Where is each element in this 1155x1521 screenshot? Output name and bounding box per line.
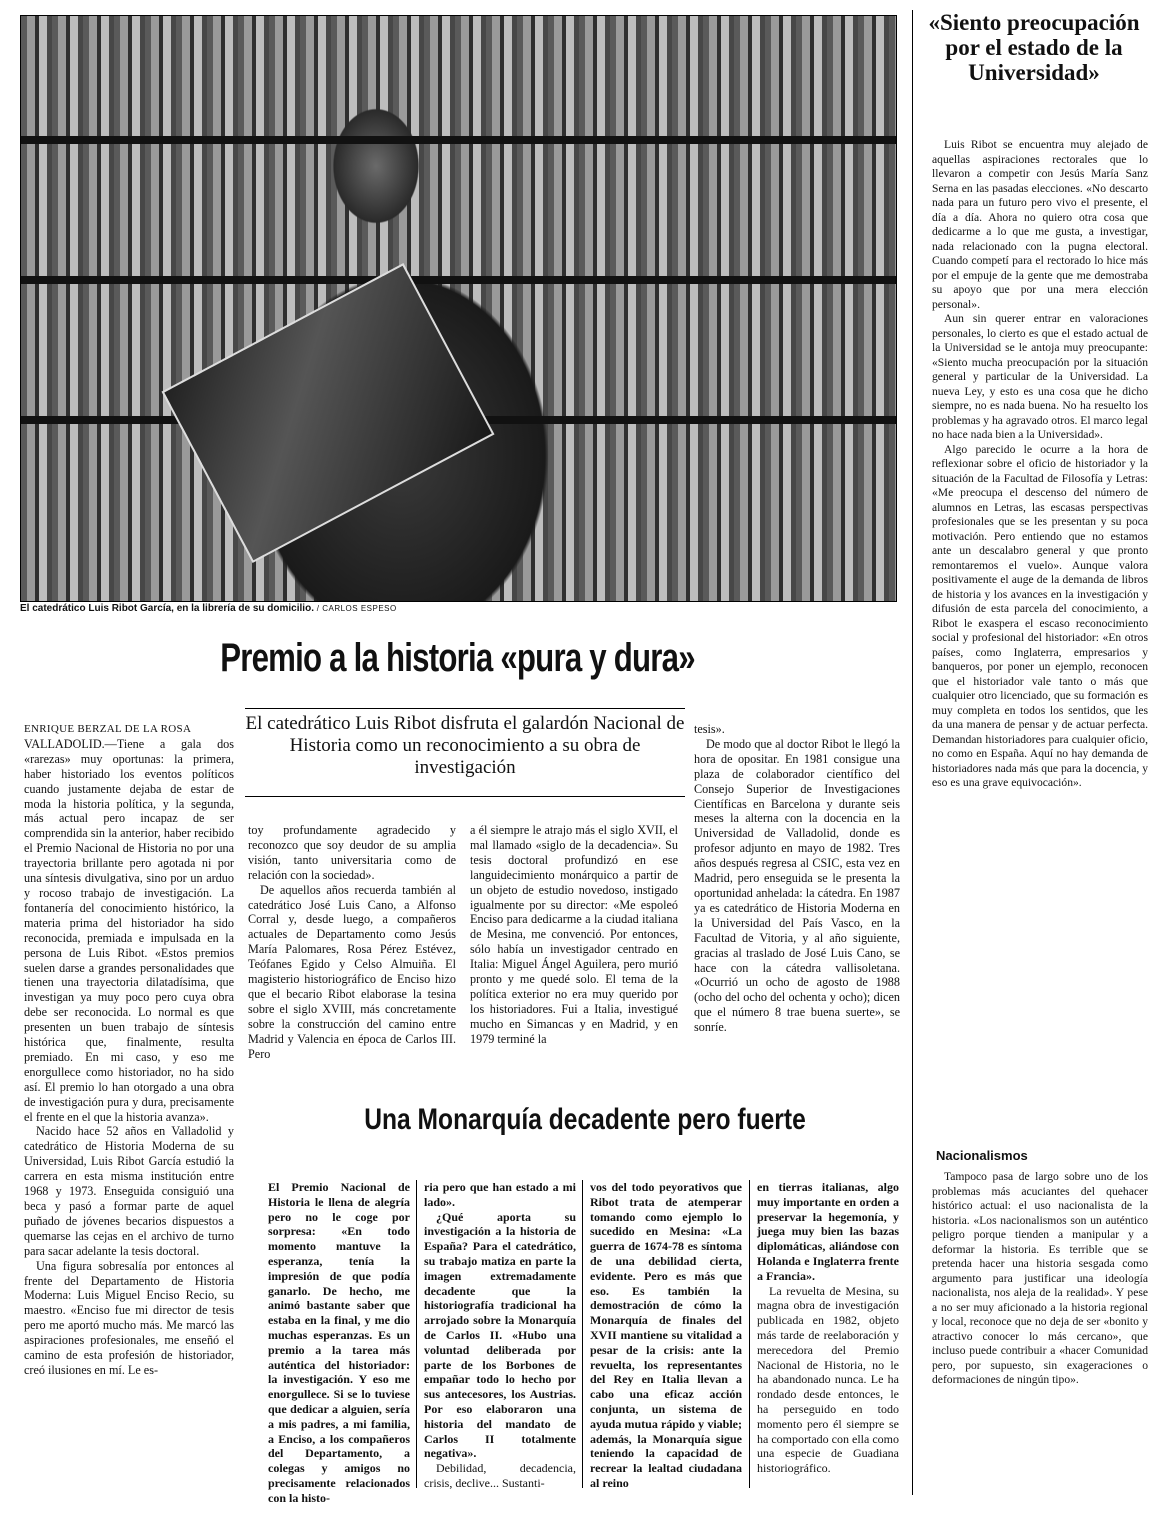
column-divider [582,1180,583,1488]
monarquia-paragraph: en tierras italianas, algo muy importante en orden a preservar la hegemonía, y juega muy bien las bazas diplomáticas, aliándose con Holanda e Inglaterra frente a Francia». [757,1180,899,1283]
article-paragraph: a él siempre le atrajo más el siglo XVII, el mal llamado «siglo de la decadencia». Su tesis doctoral profundizó en ese languidecimiento monárquico a partir de un objeto de estudio novedoso, instigado igualmente por su director: «Me espoleó Enciso para dedicarme a la ciudad italiana de Mesina, me convenció. Por entonces, sólo había un investigador centrado en Italia: Miguel Ángel Aguilera, pero murió pronto y me quedé solo. El tema de la política exterior no era muy querido por los historiadores. Fui a Italia, investigué mucho en Simancas y en Madrid, y en 1979 terminé la [470,823,678,1046]
article-paragraph: Una figura sobresalía por entonces al frente del Departamento de Historia Moderna: Luis Miguel Enciso Recio, su maestro. «Enciso fue mi director de tesis pero me aportó mucho más. Me marcó las aspiraciones profesionales, me enseñó el camino de esta profesión de historiador, creó ilusiones en mí. Le es- [24,1258,234,1377]
sidebar-paragraph: Luis Ribot se encuentra muy alejado de aquellas aspiraciones rectorales que lo llevaron a competir con Jesús María Sanz Serna en las pasadas elecciones. «No descarto nada para un futuro pero vivo el presente, el día a día. Ahora no quiero otra cosa que dedicarme a lo que me gusta, a investigar, nada relacionado con la pugna electoral. Cuando competí para el rectorado lo hice más por el empuje de la gente que me demostraba su apoyo que por una mera elección personal». [932,138,1148,311]
monarquia-column-1 [268,1180,410,1506]
photo-luis-ribot [20,15,897,602]
photo-caption: El catedrático Luis Ribot García, en la librería de su domicilio. / CARLOS ESPESO [20,603,397,614]
article-paragraph: VALLADOLID.—Tiene a gala dos «rarezas» muy oportunas: la primera, haber historiado los eventos políticos cuando justamente dejaba de estar de moda la historia política, y la segunda, más actual pero incapaz de ser comprendida sin la anterior, haber recibido el Premio Nacional de Historia no por una trayectoria brillante pero agotada ni por una síntesis divulgativa, sino por un arduo y rocoso trabajo de investigación. La fontanería del conocimiento histórico, la materia prima del historiador ha sido reconocida, premiada e impulsada en la persona de Luis Ribot. «Estos premios suelen darse a grandes personalidades que tienen una trayectoria dilatadísima, que investigan ya muy poco pero cuya obra debe ser reconocida. Lo normal es que presenten un buen trabajo de síntesis histórica que, finalmente, resulta premiado. En mi caso, y eso me enorgullece como historiador, no ha sido así. El premio lo han otorgado a una obra de investigación pura y dura, precisamente el frente en el que la historia avanza». [24,736,234,1124]
monarquia-column-2 [424,1180,576,1491]
deck-rule-top [245,708,685,709]
open-book-illustration [161,263,494,563]
sidebar-subhead: Nacionalismos [936,1148,1028,1163]
deck: El catedrático Luis Ribot disfruta el galardón Nacional de Historia como un reconocimiento a su obra de investigación [245,713,685,778]
sidebar-nacionalismos [932,1170,1148,1388]
byline-author: ENRIQUE BERZAL DE LA ROSA [24,723,192,735]
monarquia-column-3 [590,1180,742,1491]
monarquia-paragraph: El Premio Nacional de Historia le llena de alegría pero no le coge por sorpresa: «En todo momento mantuve la esperanza, tenía la impresión de que podía ganarlo. De hecho, me animó bastante saber que estaba en la final, y me dio muchas esperanzas. Es un premio a la tarea más auténtica del historiador: la investigación. Y eso me enorgullece. Si se lo tuviese que dedicar a alguien, sería a mis padres, a mi familia, a Enciso, a los compañeros del Departamento, a colegas y amigos no precisamente relacionados con la histo- [268,1180,410,1505]
article-paragraph: Nacido hace 52 años en Valladolid y catedrático de Historia Moderna de su Universidad, Luis Ribot García estudió la carrera en esta misma institución entre 1968 y 1973. Enseguida consiguió una beca y pasó a formar parte de aquel puñado de jóvenes becarios dispuestos a quemarse las cejas en el archivo de turno para sacar adelante la tesis doctoral. [24,1124,234,1258]
sidebar-paragraph: Algo parecido le ocurre a la hora de reflexionar sobre el oficio de historiador y la situación de la Facultad de Filosofía y Letras: «Me preocupa el descenso del número de alumnos en Letras, las escasas perspectivas profesionales que se les presentan y su poca motivación. Pero entiendo que no estamos ante un descalabro general y que pronto remontaremos el vuelo». Aunque valora positivamente el auge de la demanda de libros de historia y los avances en la investigación y difusión de esta parcela del conocimiento, a Ribot le exaspera el escaso reconocimiento social y profesional del historiador: «En otros países, como Inglaterra, empresarios y banqueros, por poner un ejemplo, reconocen que el historiador vale tanto o más que cualquier otro licenciado, que su formación es muy completa en todos los sentidos, que les da una manera de pensar y de actuar perfecta. Demandan historiadores para cualquier oficio, no como en España. Aquí no hay demanda de historiadores nada más que para la docencia, y eso es una grave equivocación». [932,442,1148,789]
monarquia-paragraph: La revuelta de Mesina, su magna obra de investigación publicada en 1982, objeto más tarde de reelaboración y merecedora del Premio Nacional de Historia, no le ha abandonado nunca. Le ha rondado desde entonces, le ha perseguido en todo momento pero él siempre se ha comportado con ella como una especie de Guadiana historiográfico. [757,1283,899,1476]
article-paragraph: De modo que al doctor Ribot le llegó la hora de opositar. En 1981 consigue una plaza de colaborador científico del Consejo Superior de Investigaciones Científicas en Barcelona y durante seis meses la alterna con la docencia en la Universidad de Valladolid, donde es profesor adjunto en mayo de 1982. Tres años después regresa al CSIC, esta vez en Madrid, pero enseguida se le presenta la oportunidad anhelada: la cátedra. En 1987 ya es catedrático de Historia Moderna en la Universidad del País Vasco, en la Facultad de Vitoria, y al año siguiente, gracias al traslado de José Luis Cano, se hace con la cátedra vallisoletana. «Ocurrió un ocho de agosto de 1988 (ocho del ocho del ochenta y ocho); dicen que el número 8 trae buena suerte», se sonríe. [694,736,900,1035]
photo-credit: / CARLOS ESPESO [316,604,397,613]
article-paragraph: De aquellos años recuerda también al catedrático José Luis Cano, a Alfonso Corral y, desde luego, a compañeros actuales de Departamento como Jesús María Palomares, Rosa Pérez Estévez, Teófanes Egido y Celso Almuiña. El magisterio historiográfico de Enciso hizo que el becario Ribot elaborase la tesina sobre el siglo XVIII, más concretamente sobre la construcción del camino entre Madrid y Valencia en época de Carlos III. Pero [248,882,456,1061]
sidebar-paragraph: Aun sin querer entrar en valoraciones personales, lo cierto es que el estado actual de la Universidad se le antoja muy preocupante: «Siento mucha preocupación por la situación general y particular de la Universidad. La nueva Ley, y esto es una cosa que he dicho siempre, no es nada buena. No ha resuelto los problemas y ha agravado otros. El marco legal no hace nada bien a la Universidad». [932,312,1148,441]
monarquia-paragraph: ¿Qué aporta su investigación a la historia de España? Para el catedrático, su trabajo matiza en parte la imagen extremadamente decadente que la historiografía tradicional ha arrojado sobre la Monarquía de Carlos II. «Hubo una voluntad deliberada por parte de los Borbones de empañar todo lo hecho por sus antecesores, los Austrias. Por eso elaboraron una historia del mandato de Carlos II totalmente negativa». [424,1209,576,1461]
column-divider [749,1180,750,1488]
article-column-2 [248,823,456,1062]
article-column-1 [24,722,234,1378]
article-paragraph: tesis». [694,722,725,736]
article-paragraph: toy profundamente agradecido y reconozco que soy deudor de su amplia visión, tanto universitaria como de relación con la sociedad». [248,823,456,882]
sidebar-divider [912,10,913,1495]
sidebar-title: «Siento preocupación por el estado de la Universidad» [928,10,1140,85]
article-column-3 [470,823,678,1047]
monarquia-paragraph: vos del todo peyorativos que Ribot trata de atemperar tomando como ejemplo lo sucedido en Mesina: «La guerra de 1674-78 es síntoma de una debilidad cierta, evidente. Pero es más que eso. Es también la demostración de cómo la Monarquía de finales del XVII mantiene su vitalidad a pesar de la crisis: ante la revuelta, los representantes del Rey en Italia llevan a cabo una eficaz acción conjunta, un sistema de ayuda mutua rápido y viable; además, la Monarquía sigue teniendo la capacidad de recrear la lealtad ciudadana al reino [590,1180,742,1490]
monarquia-column-4 [757,1180,899,1476]
deck-rule-bottom [245,796,685,797]
column-divider [416,1180,417,1488]
byline-place: VALLADOLID.— [24,736,117,751]
article-column-4 [694,722,900,1035]
subhead-monarquia: Una Monarquía decadente pero fuerte [364,1103,806,1136]
sidebar-paragraph: Tampoco pasa de largo sobre uno de los problemas más acuciantes del quehacer histórico actual: el uso nacionalista de la historia. «Los nacionalismos son un auténtico peligro porque tienden a manipular y a deformar la historia. Es terrible que se pretenda hacer una historia sesgada como argumento para justificar una ideología nacionalista, nos aleja de la realidad». Y pese a no ser muy aficionado a la historia regional y local, reconoce que no deja de ser «bonito y atractivo conocer lo más cercano», que incluso puede contribuir a «hacer Comunidad pero, por supuesto, sin exageraciones o deformaciones de ningún tipo». [932,1170,1148,1386]
sidebar-body [932,138,1148,791]
headline: Premio a la historia «pura y dura» [220,636,695,680]
monarquia-paragraph: ria pero que han estado a mi lado». [424,1180,576,1209]
monarquia-paragraph: Debilidad, decadencia, crisis, declive... Sustanti- [424,1461,576,1490]
